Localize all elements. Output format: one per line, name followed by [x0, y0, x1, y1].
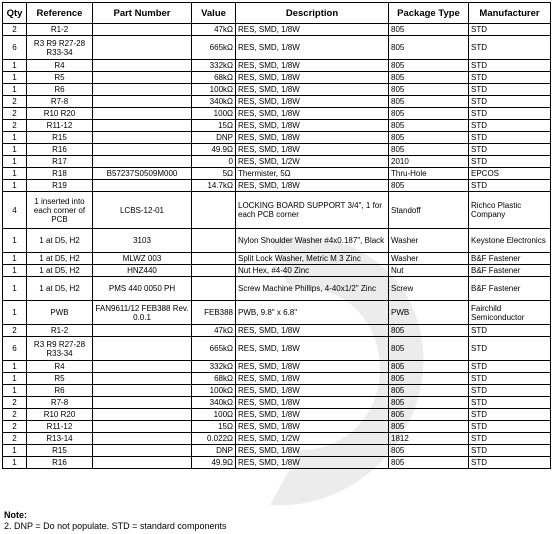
table-row	[3, 180, 551, 192]
cell-value: 49.9Ω	[192, 144, 236, 156]
cell-description: Thermister, 5Ω	[236, 168, 389, 180]
table-row	[3, 409, 551, 421]
bill-of-materials-table	[2, 2, 551, 469]
cell-part-number	[93, 385, 192, 397]
cell-reference: R11-12	[27, 120, 93, 132]
cell-manufacturer: STD	[469, 120, 551, 132]
cell-part-number	[93, 84, 192, 96]
header-qty: Qty	[3, 3, 27, 24]
cell-package-type: 805	[389, 409, 469, 421]
table-row	[3, 60, 551, 72]
cell-reference: R5	[27, 72, 93, 84]
cell-description: RES, SMD, 1/8W	[236, 337, 389, 361]
note-item: 2. DNP = Do not populate. STD = standard components	[4, 521, 227, 531]
table-row	[3, 265, 551, 277]
cell-qty: 1	[3, 72, 27, 84]
cell-reference: 1 at D5, H2	[27, 277, 93, 301]
cell-manufacturer: EPCOS	[469, 168, 551, 180]
cell-part-number: MLWZ 003	[93, 253, 192, 265]
cell-value: 15Ω	[192, 421, 236, 433]
cell-reference: R6	[27, 84, 93, 96]
cell-qty: 2	[3, 120, 27, 132]
cell-qty: 1	[3, 84, 27, 96]
cell-value: 665kΩ	[192, 337, 236, 361]
cell-value: 15Ω	[192, 120, 236, 132]
cell-reference: R13-14	[27, 433, 93, 445]
cell-part-number: B57237S0509M000	[93, 168, 192, 180]
cell-package-type: 805	[389, 361, 469, 373]
cell-reference: 1 at D5, H2	[27, 265, 93, 277]
table-row	[3, 36, 551, 60]
cell-description: RES, SMD, 1/8W	[236, 60, 389, 72]
cell-qty: 2	[3, 24, 27, 36]
cell-description: Screw Machine Phillips, 4-40x1/2" Zinc	[236, 277, 389, 301]
cell-package-type: Screw	[389, 277, 469, 301]
cell-reference: R1-2	[27, 325, 93, 337]
cell-description: PWB, 9.8" x 6.8"	[236, 301, 389, 325]
cell-qty: 1	[3, 229, 27, 253]
cell-package-type: PWB	[389, 301, 469, 325]
cell-manufacturer: STD	[469, 72, 551, 84]
cell-description: RES, SMD, 1/8W	[236, 120, 389, 132]
cell-package-type: 805	[389, 445, 469, 457]
cell-value: 340kΩ	[192, 96, 236, 108]
cell-manufacturer: STD	[469, 373, 551, 385]
table-row	[3, 397, 551, 409]
cell-qty: 1	[3, 361, 27, 373]
cell-part-number	[93, 409, 192, 421]
cell-package-type: 805	[389, 84, 469, 96]
table-row	[3, 301, 551, 325]
cell-description: RES, SMD, 1/8W	[236, 373, 389, 385]
cell-package-type: 805	[389, 144, 469, 156]
cell-value: 100kΩ	[192, 84, 236, 96]
cell-package-type: 805	[389, 457, 469, 469]
table-row	[3, 229, 551, 253]
cell-manufacturer: Richco Plastic Company	[469, 192, 551, 229]
cell-description: RES, SMD, 1/8W	[236, 36, 389, 60]
cell-part-number: 3103	[93, 229, 192, 253]
cell-value: 100kΩ	[192, 385, 236, 397]
cell-qty: 1	[3, 373, 27, 385]
cell-description: RES, SMD, 1/8W	[236, 397, 389, 409]
cell-manufacturer: STD	[469, 385, 551, 397]
cell-part-number	[93, 108, 192, 120]
cell-description: RES, SMD, 1/8W	[236, 96, 389, 108]
cell-qty: 2	[3, 325, 27, 337]
cell-package-type: Thru-Hole	[389, 168, 469, 180]
table-row	[3, 72, 551, 84]
cell-package-type: 805	[389, 180, 469, 192]
cell-part-number	[93, 445, 192, 457]
header-manufacturer: Manufacturer	[469, 3, 551, 24]
cell-description: RES, SMD, 1/8W	[236, 385, 389, 397]
cell-package-type: Washer	[389, 229, 469, 253]
cell-package-type: 805	[389, 36, 469, 60]
cell-package-type: Nut	[389, 265, 469, 277]
cell-part-number	[93, 132, 192, 144]
cell-value: 665kΩ	[192, 36, 236, 60]
cell-description: RES, SMD, 1/8W	[236, 421, 389, 433]
table-row	[3, 24, 551, 36]
cell-package-type: 805	[389, 373, 469, 385]
cell-description: RES, SMD, 1/8W	[236, 445, 389, 457]
cell-part-number	[93, 325, 192, 337]
cell-part-number: FAN9611/12 FEB388 Rev. 0.0.1	[93, 301, 192, 325]
cell-manufacturer: STD	[469, 60, 551, 72]
table-row	[3, 96, 551, 108]
cell-manufacturer: STD	[469, 132, 551, 144]
cell-value	[192, 229, 236, 253]
cell-qty: 2	[3, 397, 27, 409]
bom-table-container	[2, 2, 550, 469]
cell-description: RES, SMD, 1/2W	[236, 433, 389, 445]
cell-part-number: HNZ440	[93, 265, 192, 277]
table-row	[3, 373, 551, 385]
cell-manufacturer: STD	[469, 433, 551, 445]
table-row	[3, 192, 551, 229]
cell-manufacturer: Fairchild Semiconductor	[469, 301, 551, 325]
header-part-number: Part Number	[93, 3, 192, 24]
cell-reference: R16	[27, 457, 93, 469]
cell-package-type: 805	[389, 108, 469, 120]
cell-value: 340kΩ	[192, 397, 236, 409]
cell-reference: R4	[27, 361, 93, 373]
table-row	[3, 361, 551, 373]
cell-description: RES, SMD, 1/8W	[236, 72, 389, 84]
cell-part-number	[93, 144, 192, 156]
cell-part-number	[93, 361, 192, 373]
cell-qty: 4	[3, 192, 27, 229]
cell-part-number	[93, 373, 192, 385]
cell-package-type: 805	[389, 24, 469, 36]
cell-qty: 2	[3, 409, 27, 421]
cell-package-type: 805	[389, 132, 469, 144]
cell-description: RES, SMD, 1/8W	[236, 325, 389, 337]
cell-manufacturer: STD	[469, 24, 551, 36]
cell-manufacturer: B&F Fastener	[469, 277, 551, 301]
cell-manufacturer: STD	[469, 84, 551, 96]
cell-reference: R11-12	[27, 421, 93, 433]
table-row	[3, 337, 551, 361]
cell-value: 49.9Ω	[192, 457, 236, 469]
cell-description: RES, SMD, 1/2W	[236, 156, 389, 168]
cell-qty: 2	[3, 96, 27, 108]
cell-qty: 1	[3, 253, 27, 265]
cell-qty: 6	[3, 36, 27, 60]
cell-reference: R4	[27, 60, 93, 72]
cell-reference: R6	[27, 385, 93, 397]
cell-qty: 1	[3, 301, 27, 325]
cell-manufacturer: STD	[469, 409, 551, 421]
cell-value: 68kΩ	[192, 373, 236, 385]
table-row	[3, 253, 551, 265]
cell-manufacturer: STD	[469, 397, 551, 409]
cell-package-type: Washer	[389, 253, 469, 265]
cell-manufacturer: B&F Fastener	[469, 253, 551, 265]
cell-part-number	[93, 433, 192, 445]
table-header-row	[3, 3, 551, 24]
table-row	[3, 144, 551, 156]
cell-reference: R3 R9 R27-28 R33-34	[27, 36, 93, 60]
cell-value: 0.022Ω	[192, 433, 236, 445]
cell-package-type: 2010	[389, 156, 469, 168]
table-row	[3, 445, 551, 457]
table-row	[3, 325, 551, 337]
table-row	[3, 132, 551, 144]
cell-qty: 2	[3, 421, 27, 433]
table-row	[3, 84, 551, 96]
table-row	[3, 156, 551, 168]
cell-qty: 1	[3, 60, 27, 72]
cell-manufacturer: Keystone Electronics	[469, 229, 551, 253]
cell-manufacturer: STD	[469, 445, 551, 457]
cell-description: RES, SMD, 1/8W	[236, 84, 389, 96]
cell-part-number	[93, 457, 192, 469]
table-row	[3, 108, 551, 120]
cell-package-type: 805	[389, 60, 469, 72]
cell-manufacturer: STD	[469, 36, 551, 60]
cell-description: Split Lock Washer, Metric M 3 Zinc	[236, 253, 389, 265]
table-body	[3, 24, 551, 469]
cell-manufacturer: STD	[469, 457, 551, 469]
cell-manufacturer: STD	[469, 325, 551, 337]
cell-reference: R15	[27, 132, 93, 144]
cell-qty: 1	[3, 132, 27, 144]
cell-reference: R10 R20	[27, 409, 93, 421]
cell-reference: R15	[27, 445, 93, 457]
cell-reference: R7-8	[27, 96, 93, 108]
cell-manufacturer: STD	[469, 108, 551, 120]
cell-part-number: LCBS-12-01	[93, 192, 192, 229]
cell-value	[192, 253, 236, 265]
cell-package-type: 805	[389, 120, 469, 132]
cell-part-number	[93, 337, 192, 361]
header-package-type: Package Type	[389, 3, 469, 24]
cell-value: 100Ω	[192, 409, 236, 421]
cell-value: 47kΩ	[192, 325, 236, 337]
cell-value	[192, 277, 236, 301]
cell-part-number: PMS 440 0050 PH	[93, 277, 192, 301]
cell-description: RES, SMD, 1/8W	[236, 144, 389, 156]
cell-part-number	[93, 156, 192, 168]
cell-description: RES, SMD, 1/8W	[236, 24, 389, 36]
cell-qty: 1	[3, 265, 27, 277]
table-row	[3, 433, 551, 445]
cell-reference: PWB	[27, 301, 93, 325]
cell-reference: 1 inserted into each corner of PCB	[27, 192, 93, 229]
cell-value: DNP	[192, 132, 236, 144]
cell-qty: 1	[3, 144, 27, 156]
cell-qty: 1	[3, 277, 27, 301]
cell-description: RES, SMD, 1/8W	[236, 409, 389, 421]
cell-value	[192, 192, 236, 229]
cell-part-number	[93, 60, 192, 72]
table-row	[3, 168, 551, 180]
cell-part-number	[93, 421, 192, 433]
cell-qty: 1	[3, 180, 27, 192]
cell-reference: R3 R9 R27-28 R33-34	[27, 337, 93, 361]
cell-manufacturer: STD	[469, 337, 551, 361]
cell-qty: 2	[3, 433, 27, 445]
cell-reference: R10 R20	[27, 108, 93, 120]
cell-part-number	[93, 24, 192, 36]
cell-part-number	[93, 36, 192, 60]
cell-value	[192, 265, 236, 277]
cell-value: DNP	[192, 445, 236, 457]
cell-qty: 1	[3, 445, 27, 457]
table-row	[3, 277, 551, 301]
cell-package-type: 1812	[389, 433, 469, 445]
cell-qty: 6	[3, 337, 27, 361]
cell-description: RES, SMD, 1/8W	[236, 132, 389, 144]
cell-value: 14.7kΩ	[192, 180, 236, 192]
cell-value: 68kΩ	[192, 72, 236, 84]
cell-reference: R16	[27, 144, 93, 156]
cell-package-type: 805	[389, 385, 469, 397]
cell-manufacturer: STD	[469, 361, 551, 373]
cell-description: Nut Hex, #4-40 Zinc	[236, 265, 389, 277]
cell-description: RES, SMD, 1/8W	[236, 180, 389, 192]
header-value: Value	[192, 3, 236, 24]
cell-part-number	[93, 120, 192, 132]
cell-manufacturer: STD	[469, 180, 551, 192]
cell-part-number	[93, 397, 192, 409]
cell-reference: R18	[27, 168, 93, 180]
cell-manufacturer: STD	[469, 144, 551, 156]
cell-package-type: 805	[389, 337, 469, 361]
cell-value: 0	[192, 156, 236, 168]
cell-reference: 1 at D5, H2	[27, 253, 93, 265]
notes-section	[4, 510, 226, 532]
cell-package-type: 805	[389, 397, 469, 409]
cell-part-number	[93, 180, 192, 192]
cell-description: RES, SMD, 1/8W	[236, 108, 389, 120]
cell-reference: 1 at D5, H2	[27, 229, 93, 253]
cell-value: 5Ω	[192, 168, 236, 180]
cell-package-type: 805	[389, 421, 469, 433]
cell-qty: 1	[3, 156, 27, 168]
header-reference: Reference	[27, 3, 93, 24]
table-row	[3, 385, 551, 397]
cell-value: 332kΩ	[192, 60, 236, 72]
cell-description: LOCKING BOARD SUPPORT 3/4", 1 for each PCB corner	[236, 192, 389, 229]
cell-package-type: 805	[389, 72, 469, 84]
cell-qty: 1	[3, 168, 27, 180]
cell-part-number	[93, 96, 192, 108]
header-description: Description	[236, 3, 389, 24]
cell-manufacturer: STD	[469, 156, 551, 168]
cell-reference: R5	[27, 373, 93, 385]
cell-description: RES, SMD, 1/8W	[236, 361, 389, 373]
table-row	[3, 421, 551, 433]
cell-value: 332kΩ	[192, 361, 236, 373]
cell-description: Nylon Shoulder Washer #4x0.187", Black	[236, 229, 389, 253]
cell-reference: R17	[27, 156, 93, 168]
cell-reference: R7-8	[27, 397, 93, 409]
cell-package-type: 805	[389, 325, 469, 337]
cell-reference: R19	[27, 180, 93, 192]
cell-value: 47kΩ	[192, 24, 236, 36]
cell-part-number	[93, 72, 192, 84]
cell-value: FEB388	[192, 301, 236, 325]
cell-description: RES, SMD, 1/8W	[236, 457, 389, 469]
table-row	[3, 120, 551, 132]
cell-qty: 2	[3, 108, 27, 120]
cell-package-type: Standoff	[389, 192, 469, 229]
cell-manufacturer: STD	[469, 421, 551, 433]
cell-qty: 1	[3, 457, 27, 469]
cell-value: 100Ω	[192, 108, 236, 120]
cell-reference: R1-2	[27, 24, 93, 36]
table-row	[3, 457, 551, 469]
cell-qty: 1	[3, 385, 27, 397]
cell-manufacturer: B&F Fastener	[469, 265, 551, 277]
notes-heading: Note:	[4, 510, 27, 520]
cell-manufacturer: STD	[469, 96, 551, 108]
cell-package-type: 805	[389, 96, 469, 108]
